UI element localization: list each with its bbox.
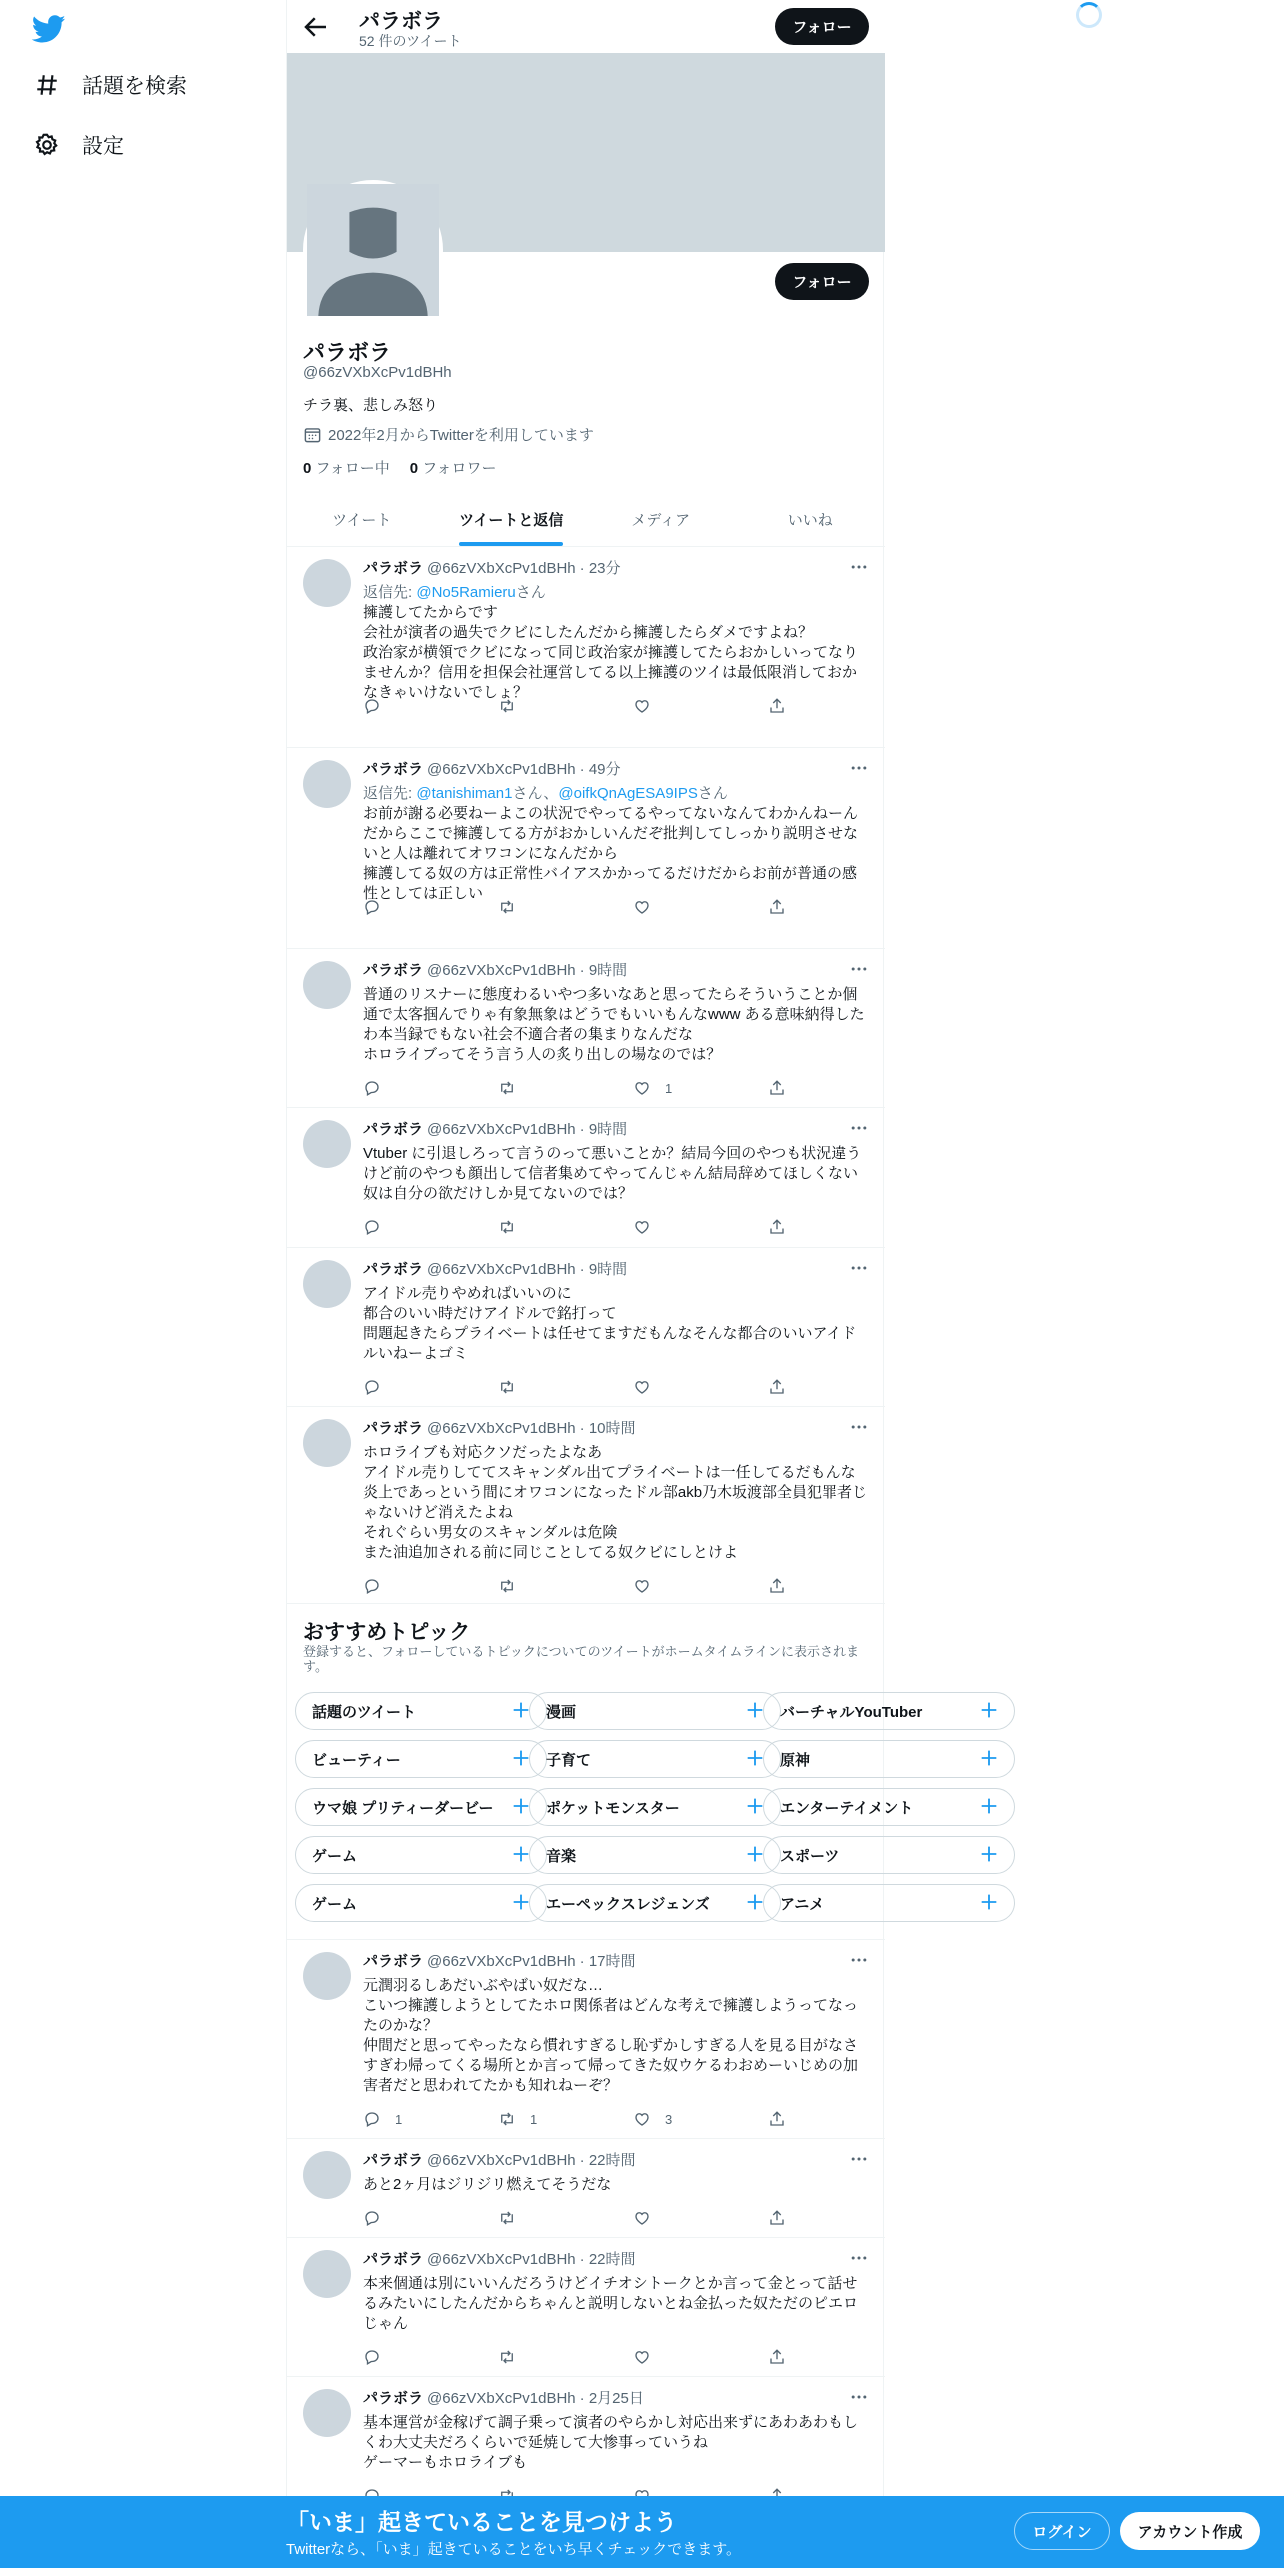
- more-options-icon[interactable]: [849, 1118, 869, 1138]
- tab-likes[interactable]: いいね: [787, 512, 833, 529]
- tweet-text-line: 仲間だと思ってやったなら慣れすぎるし恥ずかしすぎる人を見る目がなさすぎわ帰ってくる場所とか言って帰ってきた奴ウケるわおめーいじめの加害者だと思われてたかも知れねーぞ？: [363, 2037, 859, 2094]
- reply-button[interactable]: [363, 1218, 395, 1236]
- profile-avatar[interactable]: [303, 180, 443, 320]
- like-button[interactable]: [633, 697, 665, 715]
- topic-chip-label: エーペックスレジェンズ: [546, 1895, 710, 1913]
- tweet-header: [363, 959, 627, 980]
- tweet-text-line: アイドル売りしててスキャンダル出てプライベートは一任してるだもんな炎上であっという間にオワコンになったドル部akb乃木坂渡部全員犯罪者じゃないけど消えたよね: [363, 1464, 868, 1521]
- topic-chip[interactable]: [295, 1836, 547, 1874]
- hashtag-icon: [34, 72, 60, 98]
- share-icon: [768, 2110, 786, 2128]
- topic-chip[interactable]: [763, 1788, 1015, 1826]
- reply-button[interactable]: [363, 2209, 395, 2227]
- header-tweet-count: 52 件のツイート: [359, 33, 462, 49]
- tweet[interactable]: [287, 1940, 885, 2139]
- avatar[interactable]: [303, 2250, 351, 2298]
- reply-button[interactable]: [363, 2348, 395, 2366]
- avatar[interactable]: [303, 2389, 351, 2437]
- reply-button[interactable]: [363, 898, 395, 916]
- avatar[interactable]: [303, 1419, 351, 1467]
- share-button[interactable]: [768, 1378, 786, 1396]
- replies-count: 1: [395, 2111, 403, 2127]
- share-button[interactable]: [768, 2209, 786, 2227]
- tweet-time[interactable]: · 49分: [579, 761, 621, 778]
- plus-icon[interactable]: [978, 1699, 1000, 1721]
- tweet-text-line: アイドル売りやめればいいのに: [363, 1285, 572, 1302]
- topic-chip-label: ビューティー: [312, 1751, 401, 1769]
- reply-mention-link[interactable]: @tanishiman1: [416, 785, 513, 802]
- nav-explore-label: 話題を検索: [82, 75, 187, 98]
- share-button[interactable]: [768, 697, 786, 715]
- like-button[interactable]: [633, 898, 665, 916]
- following-label: フォロー中: [315, 460, 390, 477]
- tweet-author-handle[interactable]: @66zVXbXcPv1dBHh: [427, 1261, 576, 1278]
- topics-subtitle: 登録すると、フォローしているトピックについてのツイートがホームタイムラインに表示されます。: [303, 1644, 860, 1674]
- topic-chip[interactable]: [295, 1884, 547, 1922]
- retweet-icon: [498, 898, 516, 916]
- topic-chip[interactable]: [295, 1788, 547, 1826]
- tweet-time[interactable]: · 9時間: [579, 1261, 628, 1278]
- avatar[interactable]: [303, 2151, 351, 2199]
- following-link[interactable]: [303, 457, 390, 478]
- heart-icon: [633, 697, 651, 715]
- tweet-time[interactable]: · 10時間: [579, 1420, 636, 1437]
- topics-title: おすすめトピック: [303, 1621, 471, 1644]
- reply-button[interactable]: [363, 1577, 395, 1595]
- topic-chip[interactable]: [529, 1836, 781, 1874]
- retweet-button[interactable]: [498, 2209, 530, 2227]
- topic-chip-label: スポーツ: [780, 1847, 840, 1865]
- profile-header-bar: [287, 0, 885, 53]
- retweet-icon: [498, 2110, 516, 2128]
- tweet-author-name[interactable]: パラボラ: [363, 2251, 424, 2268]
- tweet-time[interactable]: · 23分: [579, 560, 621, 577]
- recommended-topics: [287, 1604, 923, 1940]
- tweet-author-name[interactable]: パラボラ: [363, 2390, 424, 2407]
- followers-count: 0: [409, 460, 419, 477]
- tweet-text-line: また油追加される前に同じことしてる奴クビにしとけよ: [363, 1544, 739, 1561]
- plus-icon[interactable]: [978, 1747, 1000, 1769]
- reply-button[interactable]: [363, 1079, 395, 1097]
- tweet-text-line: 会社が演者の過失でクビにしたんだから擁護したらダメですよね？: [363, 624, 814, 641]
- tweet-text: [363, 1976, 869, 2096]
- avatar[interactable]: [303, 961, 351, 1009]
- topic-chip[interactable]: [295, 1692, 547, 1730]
- reply-icon: [363, 1079, 381, 1097]
- plus-icon[interactable]: [978, 1891, 1000, 1913]
- default-avatar-icon: [307, 184, 439, 316]
- topic-chip-label: 漫画: [546, 1703, 577, 1721]
- like-button[interactable]: [633, 1079, 672, 1097]
- reply-mention-link[interactable]: @oifkQnAgESA9IPS: [558, 785, 698, 802]
- tweet-header: [363, 1950, 636, 1971]
- like-button[interactable]: [633, 2110, 672, 2128]
- profile-bio: チラ裏、悲しみ怒り: [303, 397, 439, 414]
- tweet-text-line: 問題起きたらプライベートは任せてますだもんなそんな都合のいいアイドルいねーよゴミ: [363, 1325, 857, 1362]
- topic-chip[interactable]: [529, 1884, 781, 1922]
- tweet-text-line: Vtuber に引退しろって言うのって悪いことか？結局今回のやつも状況違うけど前のやつも顔出して信者集めてやってんじゃん結局辞めてほしくない奴は自分の欲だけしか見てないのでは？: [363, 1145, 862, 1202]
- twitter-bird-icon[interactable]: [32, 12, 66, 46]
- tweet-text: [363, 784, 869, 904]
- topic-chip-label: ウマ娘 プリティーダービー: [312, 1799, 494, 1817]
- tweet-time[interactable]: · 9時間: [579, 962, 628, 979]
- reply-icon: [363, 898, 381, 916]
- profile-joined-text: 2022年2月からTwitterを利用しています: [328, 427, 594, 444]
- tweet-actions: [363, 2348, 788, 2368]
- tweet-text-line: こいつ擁護しようとしてたホロ関係者はどんな考えで擁護しようってなったのかな？: [363, 1997, 859, 2034]
- tweet-actions: [363, 898, 788, 918]
- tweet-text-line: 擁護してる奴の方は正常性バイアスかかってるだけだからお前が普通の感性としては正しい: [363, 865, 857, 902]
- retweet-button[interactable]: [498, 898, 530, 916]
- signup-button[interactable]: アカウント作成: [1120, 2512, 1260, 2550]
- profile-name: パラボラ: [303, 340, 392, 365]
- tweet-text-line: お前が謝る必要ねーよこの状況でやってるやってないなんてわかんねーんだからここで擁護してる方がおかしいんだぞ批判してしっかり説明させないと人は離れてオワコンになんだから: [363, 805, 859, 862]
- tweet-text-line: 元潤羽るしあだいぶやばい奴だな…: [363, 1977, 604, 1994]
- topic-chip-label: 音楽: [546, 1847, 577, 1865]
- tweet-actions: [363, 2110, 788, 2130]
- tweet-text: [363, 985, 869, 1065]
- tweet-author-name[interactable]: パラボラ: [363, 560, 424, 577]
- tab-tweets-and-replies[interactable]: ツイートと返信: [437, 494, 587, 546]
- tweet-author-name[interactable]: パラボラ: [363, 1261, 424, 1278]
- reply-context: [363, 583, 869, 603]
- avatar[interactable]: [303, 1260, 351, 1308]
- heart-icon: [633, 1218, 651, 1236]
- topic-chip-label: ゲーム: [312, 1895, 358, 1913]
- tweet-text-line: 政治家が横領でクビになって同じ政治家が擁護してたらおかしいってなりませんか？信用を担保会社運営してる以上擁護のツイは最低限消しておかなきゃいけないでしょ？: [363, 644, 859, 701]
- tweet-text: [363, 1144, 869, 1204]
- topic-chip-label: 原神: [780, 1751, 811, 1769]
- topic-chip[interactable]: [529, 1692, 781, 1730]
- reply-suffix: さん: [697, 785, 728, 802]
- tweet-author-handle[interactable]: @66zVXbXcPv1dBHh: [427, 2152, 576, 2169]
- retweet-button[interactable]: [498, 1577, 530, 1595]
- tweet[interactable]: [287, 547, 885, 748]
- more-options-icon[interactable]: [849, 1950, 869, 1970]
- like-button[interactable]: [633, 1577, 665, 1595]
- gear-icon: [34, 132, 60, 158]
- tab-media[interactable]: メディア: [631, 512, 691, 529]
- more-options-icon[interactable]: [849, 758, 869, 778]
- share-icon: [768, 898, 786, 916]
- retweet-icon: [498, 1378, 516, 1396]
- calendar-icon: [303, 425, 322, 444]
- share-button[interactable]: [768, 898, 786, 916]
- avatar[interactable]: [303, 559, 351, 607]
- login-button[interactable]: ログイン: [1014, 2512, 1110, 2550]
- followers-link[interactable]: [410, 457, 497, 478]
- header-follow-button[interactable]: フォロー: [775, 8, 869, 45]
- heart-icon: [633, 898, 651, 916]
- header-name: パラボラ: [359, 10, 443, 33]
- reply-icon: [363, 2348, 381, 2366]
- tweet-text-line: 基本運営が金稼げて調子乗って演者のやらかし対応出来ずにあわあわもしくわ大丈夫だろくらいで延焼して大惨事っていうね: [363, 2414, 859, 2451]
- tweet-author-name[interactable]: パラボラ: [363, 2152, 424, 2169]
- tweet-text-line: それぐらい男女のスキャンダルは危険: [363, 1524, 618, 1541]
- retweet-icon: [498, 2348, 516, 2366]
- share-icon: [768, 697, 786, 715]
- tweet-text: [363, 2274, 869, 2334]
- tweet-text-line: ゲーマーもホロライブも: [363, 2454, 528, 2471]
- tweet-text: [363, 1284, 869, 1364]
- like-button[interactable]: [633, 2348, 665, 2366]
- reply-icon: [363, 1218, 381, 1236]
- plus-icon[interactable]: [978, 1843, 1000, 1865]
- share-button[interactable]: [768, 1577, 786, 1595]
- tweet-text-line: ホロライブも対応クソだったよなあ: [363, 1444, 603, 1461]
- tweet-text-line: 本来個通は別にいいんだろうけどイチオシトークとか言って金とって話せるみたいにしたんだからちゃんと説明しないとね金払った奴ただのピエロじゃん: [363, 2275, 859, 2332]
- tweet-header: [363, 1258, 627, 1279]
- nav-settings-label: 設定: [82, 135, 124, 158]
- tweet-actions: [363, 1577, 788, 1597]
- share-icon: [768, 1577, 786, 1595]
- more-options-icon[interactable]: [849, 1258, 869, 1278]
- share-button[interactable]: [768, 2348, 786, 2366]
- tweet-header: [363, 2149, 636, 2170]
- reply-mention-link[interactable]: @No5Ramieru: [416, 584, 516, 601]
- reply-suffix: さん: [515, 584, 546, 601]
- tweet-actions: [363, 1378, 788, 1398]
- avatar[interactable]: [303, 1120, 351, 1168]
- heart-icon: [633, 1577, 651, 1595]
- share-icon: [768, 2209, 786, 2227]
- tweet-author-handle[interactable]: @66zVXbXcPv1dBHh: [427, 962, 576, 979]
- tweet-header: [363, 758, 621, 779]
- reply-button[interactable]: [363, 1378, 395, 1396]
- nav-settings[interactable]: [34, 130, 124, 160]
- profile-stats: [303, 457, 497, 478]
- tweet-time[interactable]: · 2月25日: [579, 2390, 644, 2407]
- tweet-header: [363, 2248, 636, 2269]
- tweet-actions: [363, 2209, 788, 2229]
- plus-icon[interactable]: [978, 1795, 1000, 1817]
- heart-icon: [633, 1378, 651, 1396]
- retweet-icon: [498, 1218, 516, 1236]
- tweet-author-handle[interactable]: @66zVXbXcPv1dBHh: [427, 1420, 576, 1437]
- tweet-actions: [363, 1079, 788, 1099]
- like-button[interactable]: [633, 1218, 665, 1236]
- tweet-header: [363, 2387, 644, 2408]
- heart-icon: [633, 2110, 651, 2128]
- like-button[interactable]: [633, 1378, 665, 1396]
- profile-joined: [303, 424, 594, 445]
- topic-chip-label: エンターテイメント: [780, 1799, 914, 1817]
- more-options-icon[interactable]: [849, 2149, 869, 2169]
- bottom-bar-title: 「いま」起きていることを見つけよう: [286, 2509, 677, 2535]
- topic-chip[interactable]: [763, 1884, 1015, 1922]
- retweet-icon: [498, 697, 516, 715]
- tweet[interactable]: [287, 1407, 885, 1604]
- tweet-author-handle[interactable]: @66zVXbXcPv1dBHh: [427, 761, 576, 778]
- topic-chip-label: バーチャルYouTuber: [780, 1703, 923, 1721]
- tweet-time[interactable]: · 9時間: [579, 1121, 628, 1138]
- topic-chip-label: 話題のツイート: [312, 1703, 416, 1721]
- more-options-icon[interactable]: [849, 2387, 869, 2407]
- topic-chip[interactable]: [763, 1740, 1015, 1778]
- signup-bottom-bar: [0, 2496, 1284, 2568]
- tweet-time[interactable]: · 22時間: [579, 2251, 636, 2268]
- back-arrow-icon[interactable]: [301, 12, 331, 42]
- likes-count: 1: [665, 1080, 673, 1096]
- avatar[interactable]: [303, 1952, 351, 2000]
- reply-icon: [363, 2209, 381, 2227]
- tweet-text-line: あと2ヶ月はジリジリ燃えてそうだな: [363, 2176, 612, 2193]
- topic-chip[interactable]: [295, 1740, 547, 1778]
- tweet[interactable]: [287, 949, 885, 1108]
- tweet-author-name[interactable]: パラボラ: [363, 761, 424, 778]
- retweet-icon: [498, 2209, 516, 2227]
- retweet-icon: [498, 1079, 516, 1097]
- retweet-button[interactable]: [498, 697, 530, 715]
- tab-tweets[interactable]: ツイート: [332, 512, 392, 529]
- share-icon: [768, 1079, 786, 1097]
- tweet-header: [363, 557, 621, 578]
- tweet[interactable]: [287, 1248, 885, 1407]
- avatar[interactable]: [303, 760, 351, 808]
- heart-icon: [633, 2348, 651, 2366]
- topic-chip[interactable]: [529, 1740, 781, 1778]
- share-button[interactable]: [768, 1218, 786, 1236]
- tweet-author-name[interactable]: パラボラ: [363, 1953, 424, 1970]
- tweet-author-handle[interactable]: @66zVXbXcPv1dBHh: [427, 2251, 576, 2268]
- share-icon: [768, 2348, 786, 2366]
- retweet-icon: [498, 1577, 516, 1595]
- tweet-author-name[interactable]: パラボラ: [363, 962, 424, 979]
- like-button[interactable]: [633, 2209, 665, 2227]
- tweet-author-handle[interactable]: @66zVXbXcPv1dBHh: [427, 2390, 576, 2407]
- reply-icon: [363, 697, 381, 715]
- profile-tabs: [287, 494, 885, 547]
- tweet-time[interactable]: · 22時間: [579, 2152, 636, 2169]
- tweet-text: [363, 583, 869, 703]
- more-options-icon[interactable]: [849, 959, 869, 979]
- reply-icon: [363, 1378, 381, 1396]
- reply-prefix: 返信先:: [363, 584, 417, 601]
- topic-chip-label: ゲーム: [312, 1847, 358, 1865]
- reply-button[interactable]: [363, 2110, 402, 2128]
- tweet-actions: [363, 1218, 788, 1238]
- profile-follow-button[interactable]: フォロー: [775, 263, 869, 300]
- retweet-button[interactable]: [498, 2110, 537, 2128]
- more-options-icon[interactable]: [849, 557, 869, 577]
- topic-chip[interactable]: [763, 1836, 1015, 1874]
- tweet-text: [363, 2175, 869, 2195]
- tweet[interactable]: [287, 1108, 885, 1248]
- tweet-author-handle[interactable]: @66zVXbXcPv1dBHh: [427, 560, 576, 577]
- more-options-icon[interactable]: [849, 2248, 869, 2268]
- reply-icon: [363, 1577, 381, 1595]
- topic-chip-label: ポケットモンスター: [546, 1799, 680, 1817]
- followers-label: フォロワー: [422, 460, 497, 477]
- reply-button[interactable]: [363, 697, 395, 715]
- tweet-text: [363, 1443, 869, 1563]
- topic-chip[interactable]: [763, 1692, 1015, 1730]
- tweet-author-handle[interactable]: @66zVXbXcPv1dBHh: [427, 1121, 576, 1138]
- tweet-time[interactable]: · 17時間: [579, 1953, 636, 1970]
- retweet-button[interactable]: [498, 1079, 530, 1097]
- tweet-text: [363, 2413, 869, 2473]
- tweet-text-line: 普通のリスナーに態度わるいやつ多いなあと思ってたらそういうことか個通で太客掴んでりゃ有象無象はどうでもいいもんなwww ある意味納得したわ本当録でもない社会不適合者の集まりなんだな: [363, 986, 865, 1043]
- tweet[interactable]: [287, 2139, 885, 2238]
- topic-chip-label: アニメ: [780, 1895, 825, 1913]
- tweet-actions: [363, 697, 788, 717]
- retweets-count: 1: [530, 2111, 538, 2127]
- tweet-header: [363, 1417, 636, 1438]
- tweet-author-handle[interactable]: @66zVXbXcPv1dBHh: [427, 1953, 576, 1970]
- likes-count: 3: [665, 2111, 673, 2127]
- heart-icon: [633, 1079, 651, 1097]
- retweet-button[interactable]: [498, 2348, 530, 2366]
- reply-suffix: さん: [512, 785, 544, 802]
- share-icon: [768, 1218, 786, 1236]
- profile-handle: @66zVXbXcPv1dBHh: [303, 364, 452, 381]
- following-count: 0: [303, 460, 312, 477]
- tweet-text-line: ホロライブってそう言う人の炙り出しの場なのでは？: [363, 1046, 722, 1063]
- topic-chip-label: 子育て: [546, 1751, 592, 1769]
- reply-icon: [363, 2110, 381, 2128]
- tweet-text-line: 都合のいい時だけアイドルで銘打って: [363, 1305, 617, 1322]
- tweet[interactable]: [287, 2238, 885, 2377]
- share-icon: [768, 1378, 786, 1396]
- retweet-button[interactable]: [498, 1378, 530, 1396]
- profile-column: [286, 0, 923, 2568]
- heart-icon: [633, 2209, 651, 2227]
- nav-explore[interactable]: [34, 70, 187, 100]
- tweet-text-line: 擁護してたからです: [363, 604, 498, 621]
- reply-context: 返信先: @tanishiman1さん、@oifkQnAgESA9IPSさん: [363, 785, 728, 802]
- retweet-button[interactable]: [498, 1218, 530, 1236]
- bottom-bar-subtitle: Twitterなら、「いま」起きていることをいち早くチェックできます。: [286, 2541, 742, 2558]
- loading-spinner-icon: [1076, 2, 1102, 28]
- tweet[interactable]: [287, 748, 885, 949]
- tweet-author-name[interactable]: パラボラ: [363, 1121, 424, 1138]
- tweet-author-name[interactable]: パラボラ: [363, 1420, 424, 1437]
- more-options-icon[interactable]: [849, 1417, 869, 1437]
- share-button[interactable]: [768, 2110, 786, 2128]
- tweet-header: [363, 1118, 627, 1139]
- topic-chip[interactable]: [529, 1788, 781, 1826]
- share-button[interactable]: [768, 1079, 786, 1097]
- reply-prefix: 返信先:: [363, 785, 417, 802]
